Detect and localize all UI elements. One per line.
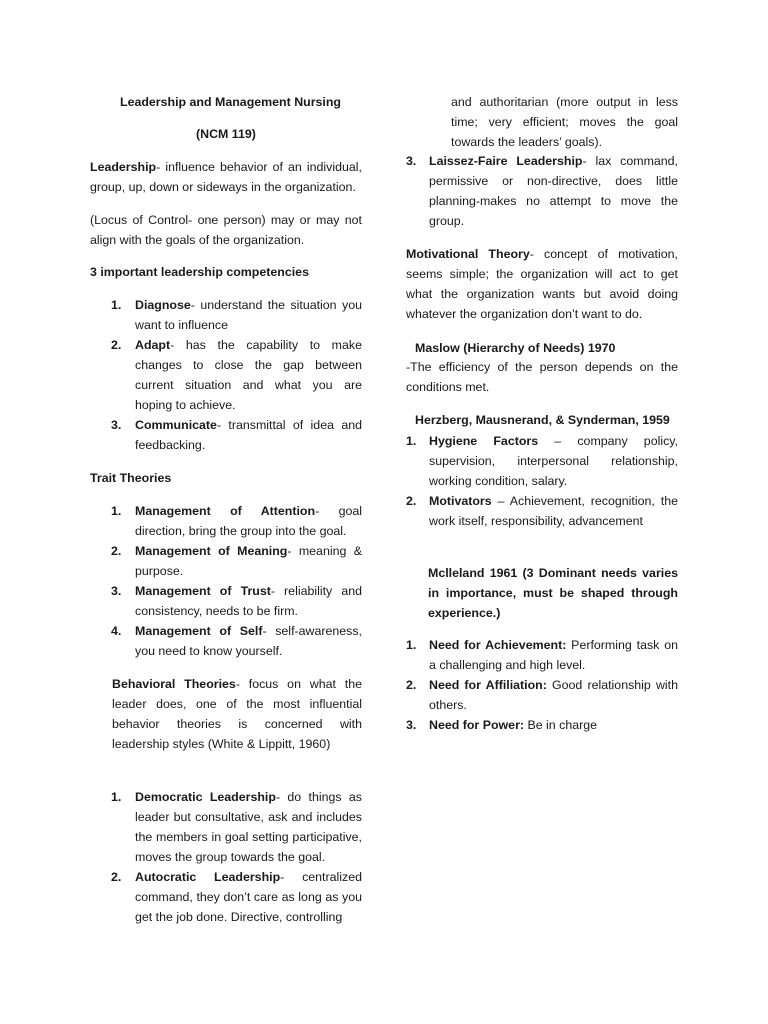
list-item: 2. Need for Affiliation: Good relationship with others.: [406, 678, 678, 712]
course-code: (NCM 119): [196, 127, 256, 141]
list-item: 1. Democratic Leadership- do things as leader but consultative, ask and includes the members in goal setting participative, moves the group towards the goal.: [111, 790, 362, 864]
laissez-list: [406, 151, 678, 231]
list-item: 1. Diagnose- understand the situation you want to influence: [111, 298, 362, 332]
list-item: 3. Communicate- transmittal of idea and feedbacking.: [111, 418, 362, 452]
page-title: Leadership and Management Nursing: [120, 95, 342, 109]
list-item: 3. Need for Power: Be in charge: [406, 718, 598, 732]
list-item: 1. Hygiene Factors – company policy, supervision, interpersonal relationship, working condition, salary.: [406, 434, 679, 488]
competencies-heading: 3 important leadership competencies: [90, 265, 309, 279]
motivational-term: Motivational Theory: [406, 247, 530, 261]
list-item: 2. Management of Meaning- meaning & purpose.: [111, 544, 362, 578]
list-item: 4. Management of Self- self-awareness, you need to know yourself.: [111, 624, 362, 658]
list-item: 3. Laissez-Faire Leadership- lax command, permissive or non-directive, does little planning-makes no attempt to move the group.: [406, 154, 679, 228]
needs-list: [406, 635, 678, 735]
motivational-definition: Motivational Theory- concept of motivation, seems simple; the organization will act to get what the organization wants but avoid doing whatever the organization don’t want to do.: [406, 247, 678, 321]
locus-note: (Locus of Control- one person) may or may not align with the goals of the organization.: [90, 213, 362, 247]
maslow-heading: Maslow (Hierarchy of Needs) 1970: [415, 341, 616, 355]
leadership-term: Leadership: [90, 160, 157, 174]
mclelland-heading: Mclleland 1961 (3 Dominant needs varies in importance, must be shaped through experience.): [428, 566, 678, 620]
herzberg-heading: Herzberg, Mausnerand, & Synderman, 1959: [415, 413, 670, 427]
herzberg-list: [406, 431, 678, 531]
leadership-definition: Leadership- influence behavior of an individual, group, up, down or sideways in the organization.: [90, 160, 362, 194]
list-item: 2. Adapt- has the capability to make changes to close the gap between current situation and what you are hoping to achieve.: [111, 338, 362, 412]
trait-heading: Trait Theories: [90, 471, 172, 485]
list-item: 2. Autocratic Leadership- centralized command, they don’t care as long as you get the job done. Directive, controlling: [111, 870, 362, 924]
autocratic-continuation: and authoritarian (more output in less time; very efficient; moves the goal towards the leaders’ goals).: [451, 95, 678, 149]
behavioral-term: Behavioral Theories: [112, 677, 236, 691]
trait-list: [90, 501, 362, 661]
list-item: 3. Management of Trust- reliability and consistency, needs to be firm.: [111, 584, 362, 618]
competencies-list: [90, 295, 362, 455]
list-item: 1. Management of Attention- goal direction, bring the group into the goal.: [111, 504, 362, 538]
maslow-description: -The efficiency of the person depends on the conditions met.: [406, 360, 678, 394]
list-item: 1. Need for Achievement: Performing task on a challenging and high level.: [406, 638, 678, 672]
behavioral-definition: Behavioral Theories- focus on what the leader does, one of the most influential behavior theories is concerned with leadership styles (White & Lippitt, 1960): [112, 677, 362, 751]
list-item: 2. Motivators – Achievement, recognition, the work itself, responsibility, advancement: [406, 494, 678, 528]
leadership-styles-list: [90, 787, 362, 927]
